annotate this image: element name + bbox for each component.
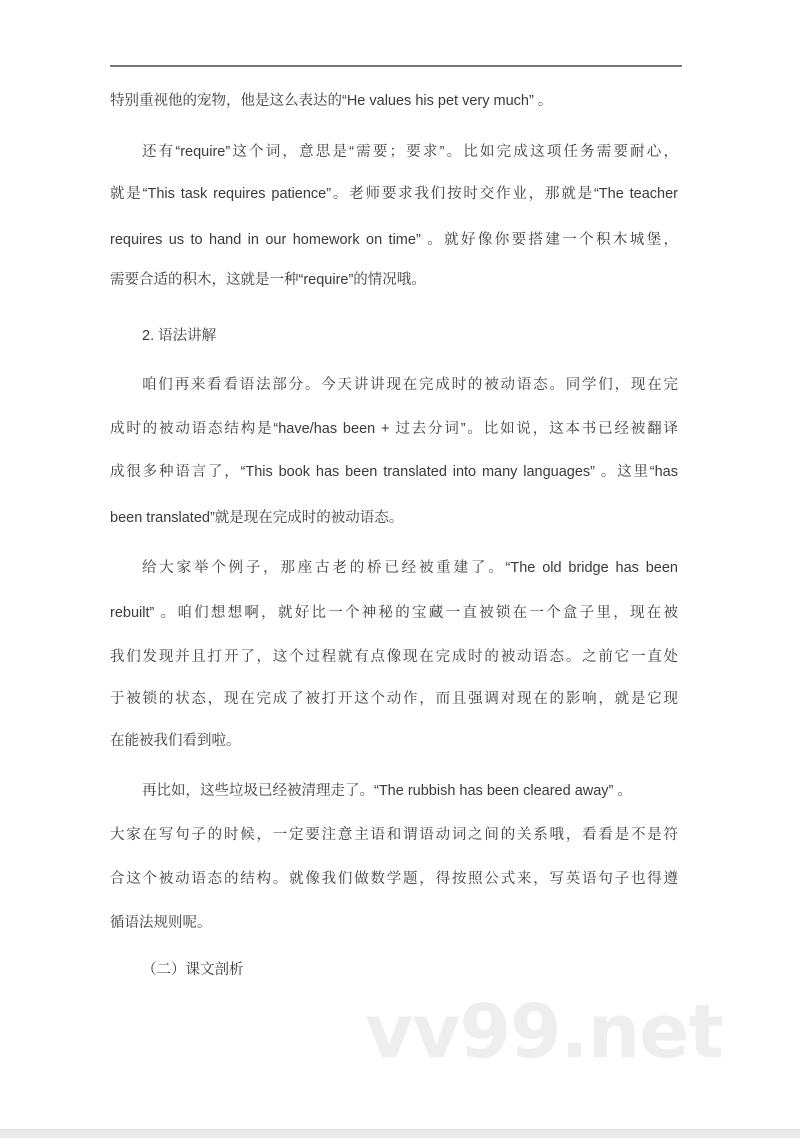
paragraph-line: 还有“require”这个词，意思是“需要；要求”。比如完成这项任务需要耐心， [142, 144, 678, 160]
paragraph-line: 成很多种语言了，“This book has been translated into many languages” 。这里“has [110, 464, 678, 480]
paragraph-line: rebuilt” 。咱们想想啊，就好比一个神秘的宝藏一直被锁在一个盒子里，现在被 [110, 605, 678, 621]
paragraph-line: 就是“This task requires patience”。老师要求我们按时交作业，那就是“The teacher [110, 186, 678, 202]
paragraph-line: 成时的被动语态结构是“have/has been + 过去分词”。比如说，这本书已经被翻译 [110, 421, 678, 437]
section-heading: （二）课文剖析 [142, 962, 244, 978]
paragraph-line: 在能被我们看到啦。 [110, 733, 241, 749]
paragraph-line: 需要合适的积木，这就是一种“require”的情况哦。 [110, 272, 426, 288]
header-rule [110, 65, 682, 67]
paragraph-line: 咱们再来看看语法部分。今天讲讲现在完成时的被动语态。同学们，现在完 [142, 377, 678, 393]
paragraph-line: 循语法规则呢。 [110, 915, 212, 931]
watermark: vv99.net [365, 989, 723, 1075]
paragraph-line: 于被锁的状态，现在完成了被打开这个动作，而且强调对现在的影响，就是它现 [110, 691, 678, 707]
paragraph-line: been translated”就是现在完成时的被动语态。 [110, 510, 404, 526]
paragraph-line: requires us to hand in our homework on time” 。就好像你要搭建一个积木城堡， [110, 232, 678, 248]
paragraph-line: 再比如，这些垃圾已经被清理走了。“The rubbish has been cleared away” 。 [142, 783, 632, 799]
section-heading: 2. 语法讲解 [142, 328, 217, 344]
paragraph-line: 我们发现并且打开了，这个过程就有点像现在完成时的被动语态。之前它一直处 [110, 649, 678, 665]
paragraph-line: 给大家举个例子，那座古老的桥已经被重建了。“The old bridge has been [142, 560, 678, 576]
paragraph-line: 特别重视他的宠物，他是这么表达的“He values his pet very much” 。 [110, 93, 553, 109]
paragraph-line: 合这个被动语态的结构。就像我们做数学题，得按照公式来，写英语句子也得遵 [110, 871, 678, 887]
paragraph-line: 大家在写句子的时候，一定要注意主语和谓语动词之间的关系哦，看看是不是符 [110, 827, 678, 843]
